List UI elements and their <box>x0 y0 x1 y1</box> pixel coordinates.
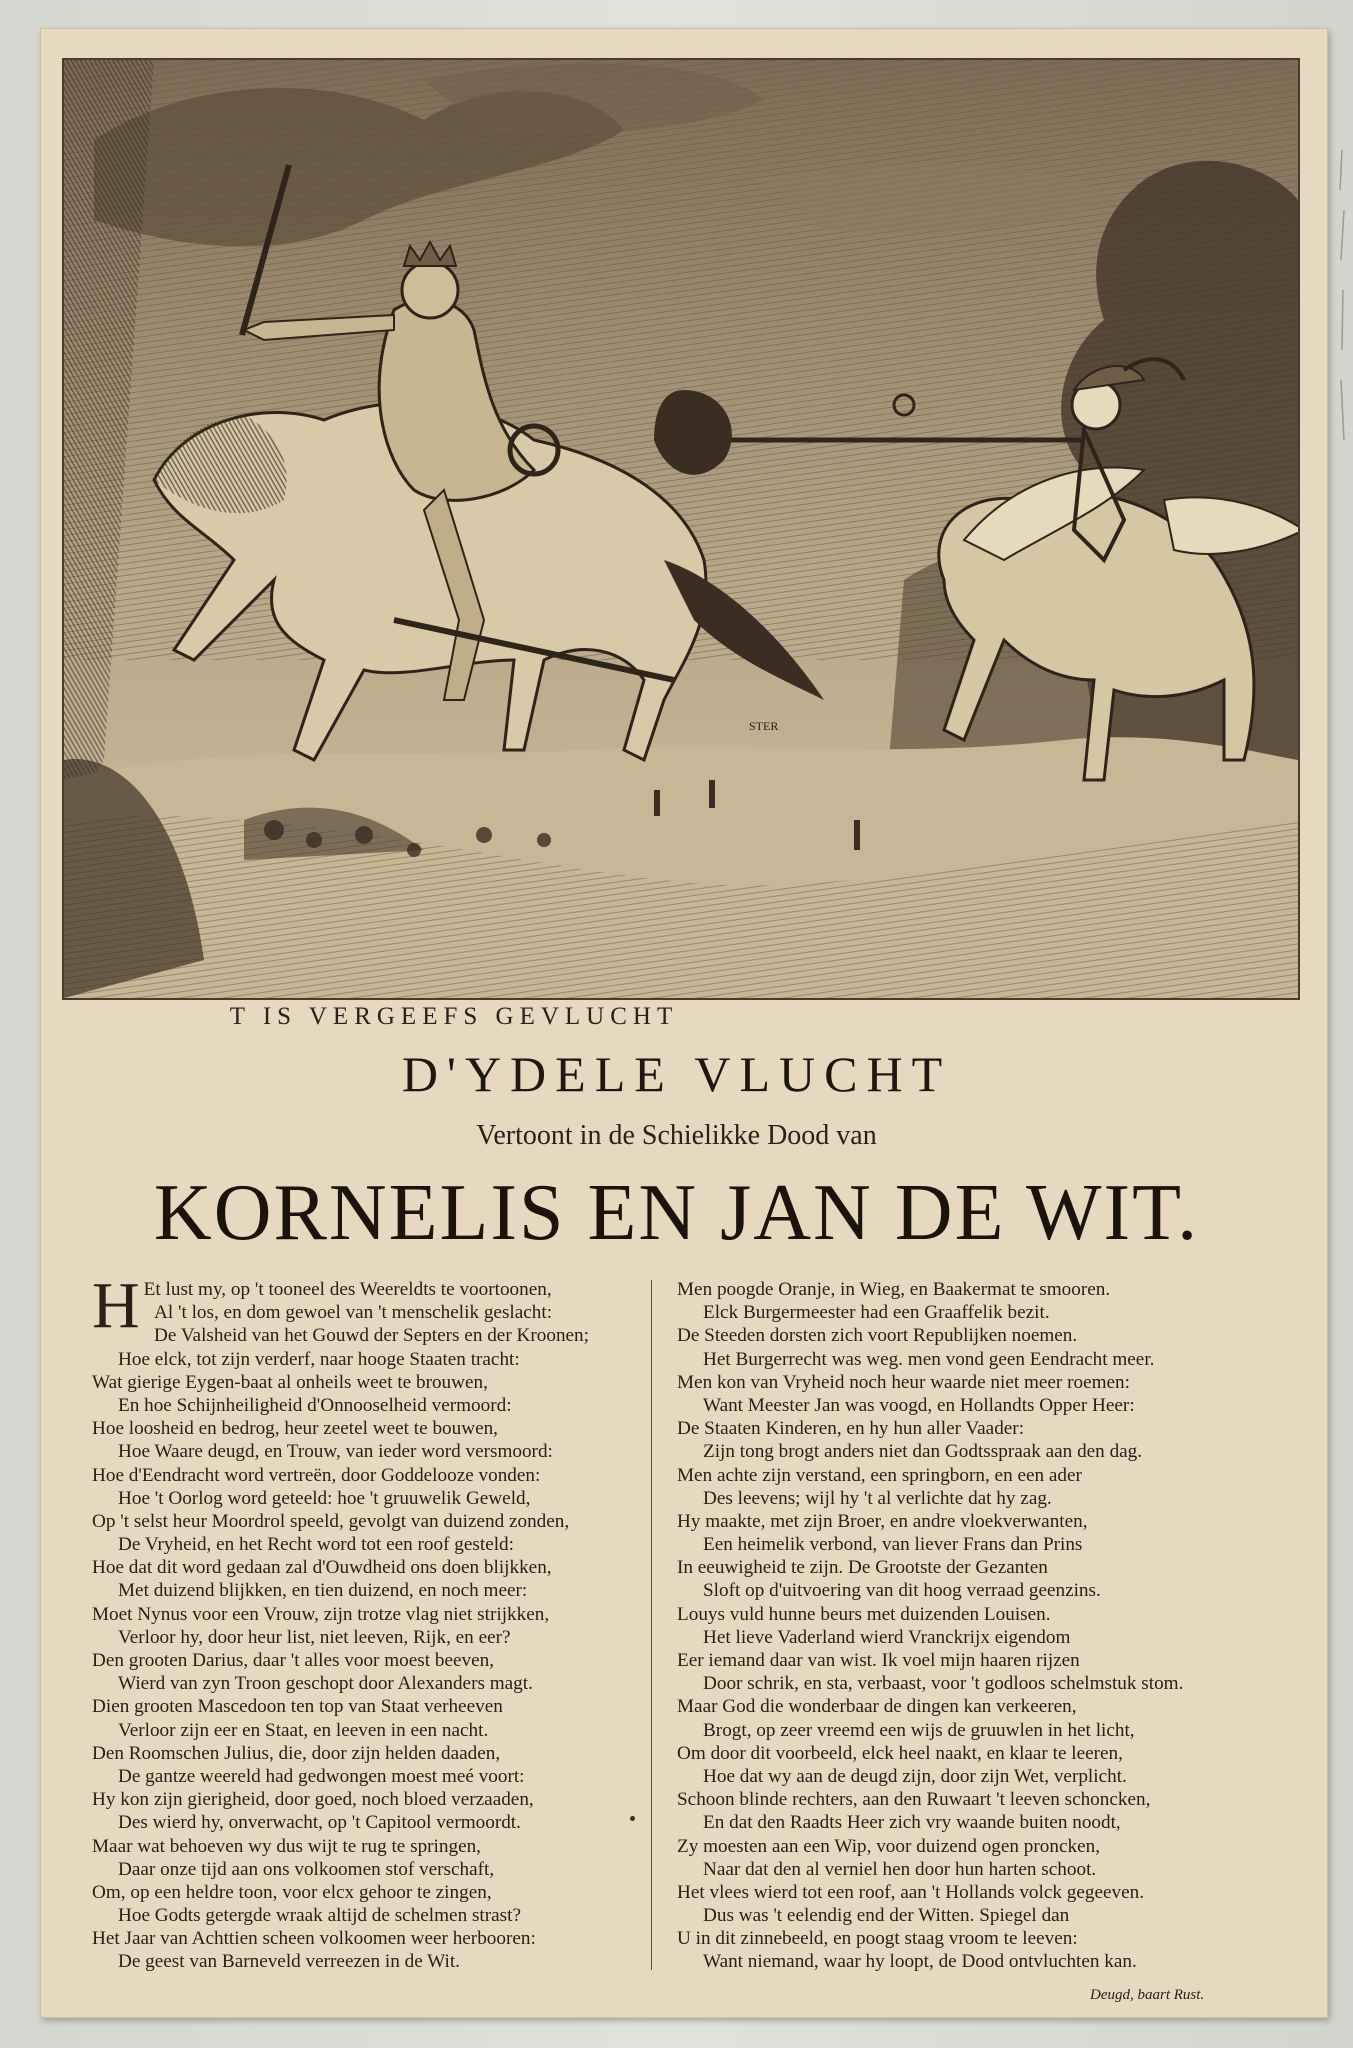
poem-line: Daar onze tijd aan ons volkoomen stof verschaft, <box>118 1858 495 1880</box>
poem-line: Schoon blinde rechters, aan den Ruwaart 't leeven schoncken, <box>677 1789 1151 1811</box>
poem-line: U in dit zinnebeeld, en poogt staag vroom te leeven: <box>677 1928 1078 1950</box>
plate-motto: T IS VERGEEFS GEVLUCHT <box>229 1003 679 1030</box>
plate-inscription: STER <box>749 719 779 733</box>
poem-line: Des leevens; wijl hy 't al verlichte dat hy zag. <box>703 1487 1052 1509</box>
poem-line: Elck Burgermeester had een Graaffelik bezit. <box>703 1302 1050 1324</box>
poem-line: Louys vuld hunne beurs met duizenden Louisen. <box>677 1603 1051 1625</box>
poem-line: Et lust my, op 't tooneel des Weereldts te voortoonen, <box>143 1279 552 1300</box>
poem-line: Zijn tong brogt anders niet dan Godtsspraak aan den dag. <box>703 1441 1143 1463</box>
poem-line: Hoe 't Oorlog word geteeld: hoe 't gruuwelik Geweld, <box>118 1487 531 1509</box>
poem-line: Des wierd hy, onverwacht, op 't Capitool vermoordt. <box>118 1812 521 1834</box>
poem-line: Hoe d'Eendracht word vertreën, door Goddelooze vonden: <box>92 1464 541 1486</box>
poem-line: Maar wat behoeven wy dus wijt te rug te springen, <box>92 1835 481 1857</box>
poem-line: Moet Nynus voor een Vrouw, zijn trotze vlag niet strijkken, <box>92 1603 550 1625</box>
page-subtitle: Vertoont in de Schielikke Dood van <box>476 1120 877 1151</box>
column-divider <box>651 1280 652 1970</box>
poem-line: Een heimelik verbond, van liever Frans dan Prins <box>703 1534 1083 1556</box>
poem-line: En hoe Schijnheiligheid d'Onnooselheid vermoord: <box>118 1394 512 1416</box>
poem-line: Men achte zijn verstand, een springborn, en een ader <box>677 1464 1082 1486</box>
poem-line: Door schrik, en sta, verbaast, voor 't godloos schelmstuk stom. <box>703 1673 1184 1695</box>
poem-right-column <box>677 1278 1267 1974</box>
poem-line: Maar God die wonderbaar de dingen kan verkeeren, <box>677 1696 1077 1718</box>
poem-line: Wat gierige Eygen-baat al onheils weet te brouwen, <box>92 1371 488 1393</box>
poem-line: Om, op een heldre toon, voor elcx gehoor te zingen, <box>92 1881 492 1903</box>
poem-line: Hoe Waare deugd, en Trouw, van ieder word versmoord: <box>118 1441 553 1463</box>
poem-line: Verloor zijn eer en Staat, en leeven in een nacht. <box>118 1719 489 1741</box>
poem-line: Hy kon zijn gierigheid, door goed, noch bloed verzaaden, <box>92 1789 534 1811</box>
poem-left-column <box>92 1269 637 1974</box>
poem-line: Hoe elck, tot zijn verderf, naar hooge Staaten tracht: <box>118 1348 520 1370</box>
poem-line: In eeuwigheid te zijn. De Grootste der Gezanten <box>677 1557 1048 1579</box>
poem-line: Hy maakte, met zijn Broer, en andre vloekverwanten, <box>677 1510 1088 1532</box>
engraving-plate <box>62 58 1300 1000</box>
poem-line: Al 't los, en dom gewoel van 't menschelik geslacht: <box>154 1302 553 1324</box>
poem-line: Het lieve Vaderland wierd Vranckrijx eigendom <box>703 1626 1071 1648</box>
poem-line: De Staaten Kinderen, en hy hun aller Vaader: <box>677 1418 1025 1440</box>
poem-right-lines <box>677 1278 1267 1974</box>
poem-line: Sloft op d'uitvoering van dit hoog verraad geenzins. <box>703 1580 1101 1602</box>
poem-line: Hoe dat dit word gedaan zal d'Ouwdheid ons doen blijkken, <box>92 1557 552 1579</box>
names-heading: KORNELIS EN JAN DE WIT. <box>153 1169 1200 1257</box>
poem-line: Men poogde Oranje, in Wieg, en Baakermat te smooren. <box>677 1279 1111 1300</box>
poem-line: Hoe Godts getergde wraak altijd de schelmen strast? <box>118 1905 521 1927</box>
page-title: D'YDELE VLUCHT <box>401 1046 952 1102</box>
poem-line: Den grooten Darius, daar 't alles voor moest beeven, <box>92 1650 495 1671</box>
poem-line: En dat den Raadts Heer zich vry waande buiten noodt, <box>703 1812 1121 1834</box>
engraving-illustration <box>64 60 1298 998</box>
poem-line: Want niemand, waar hy loopt, de Dood ontvluchten kan. <box>703 1951 1137 1973</box>
poem-line: Men kon van Vryheid noch heur waarde niet meer roemen: <box>677 1371 1130 1393</box>
poem-line: De geest van Barneveld verreezen in de Wit. <box>118 1951 460 1973</box>
ink-dot <box>630 1816 635 1821</box>
poem-line: De gantze weereld had gedwongen moest meé voort: <box>118 1765 525 1787</box>
poem-left-lines <box>92 1301 637 1973</box>
poem-line: Den Roomschen Julius, die, door zijn helden daaden, <box>92 1742 501 1764</box>
poem-line: Verloor hy, door heur list, niet leeven, Rijk, en eer? <box>118 1626 511 1648</box>
poem-line: Brogt, op zeer vreemd een wijs de gruuwlen in het licht, <box>703 1719 1135 1741</box>
poem-line: Eer iemand daar van wist. Ik voel mijn haaren rijzen <box>677 1650 1080 1671</box>
pencil-marks <box>1336 150 1348 450</box>
poem-line: Hoe loosheid en bedrog, heur zeetel weet te bouwen, <box>92 1418 498 1440</box>
poem-line: De Vryheid, en het Recht word tot een roof gesteld: <box>118 1534 514 1556</box>
poem-line: Want Meester Jan was voogd, en Hollandts Opper Heer: <box>703 1394 1135 1416</box>
poem-line: Het Burgerrecht was weg. men vond geen Eendracht meer. <box>703 1348 1155 1370</box>
drop-cap: H <box>92 1269 140 1342</box>
poem-line: Het vlees wierd tot een roof, aan 't Hollands volck gegeeven. <box>677 1881 1144 1903</box>
poem-line: Zy moesten aan een Wip, voor duizend ogen proncken, <box>677 1835 1100 1857</box>
signature-motto: Deugd, baart Rust. <box>1090 1987 1205 2003</box>
poem-line: Dien grooten Mascedoon ten top van Staat verheeven <box>92 1696 503 1718</box>
poem-line: Om door dit voorbeeld, elck heel naakt, en klaar te leeren, <box>677 1742 1123 1764</box>
poem-line: De Steeden dorsten zich voort Republijken noemen. <box>677 1325 1078 1347</box>
poem-line: Het Jaar van Achttien scheen volkoomen weer herbooren: <box>92 1928 536 1950</box>
poem-line: Met duizend blijkken, en tien duizend, en noch meer: <box>118 1580 528 1602</box>
poem-line: De Valsheid van het Gouwd der Septers en der Kroonen; <box>154 1325 589 1347</box>
poem-line: Op 't selst heur Moordrol speeld, gevolgt van duizend zonden, <box>92 1510 570 1532</box>
poem-line: Dus was 't eelendig end der Witten. Spiegel dan <box>703 1905 1070 1927</box>
poem-line: Naar dat den al verniel hen door hun harten schoot. <box>703 1858 1097 1880</box>
poem-line: Wierd van zyn Troon geschopt door Alexanders magt. <box>118 1673 533 1695</box>
poem-line: Hoe dat wy aan de deugd zijn, door zijn Wet, verplicht. <box>703 1765 1127 1787</box>
